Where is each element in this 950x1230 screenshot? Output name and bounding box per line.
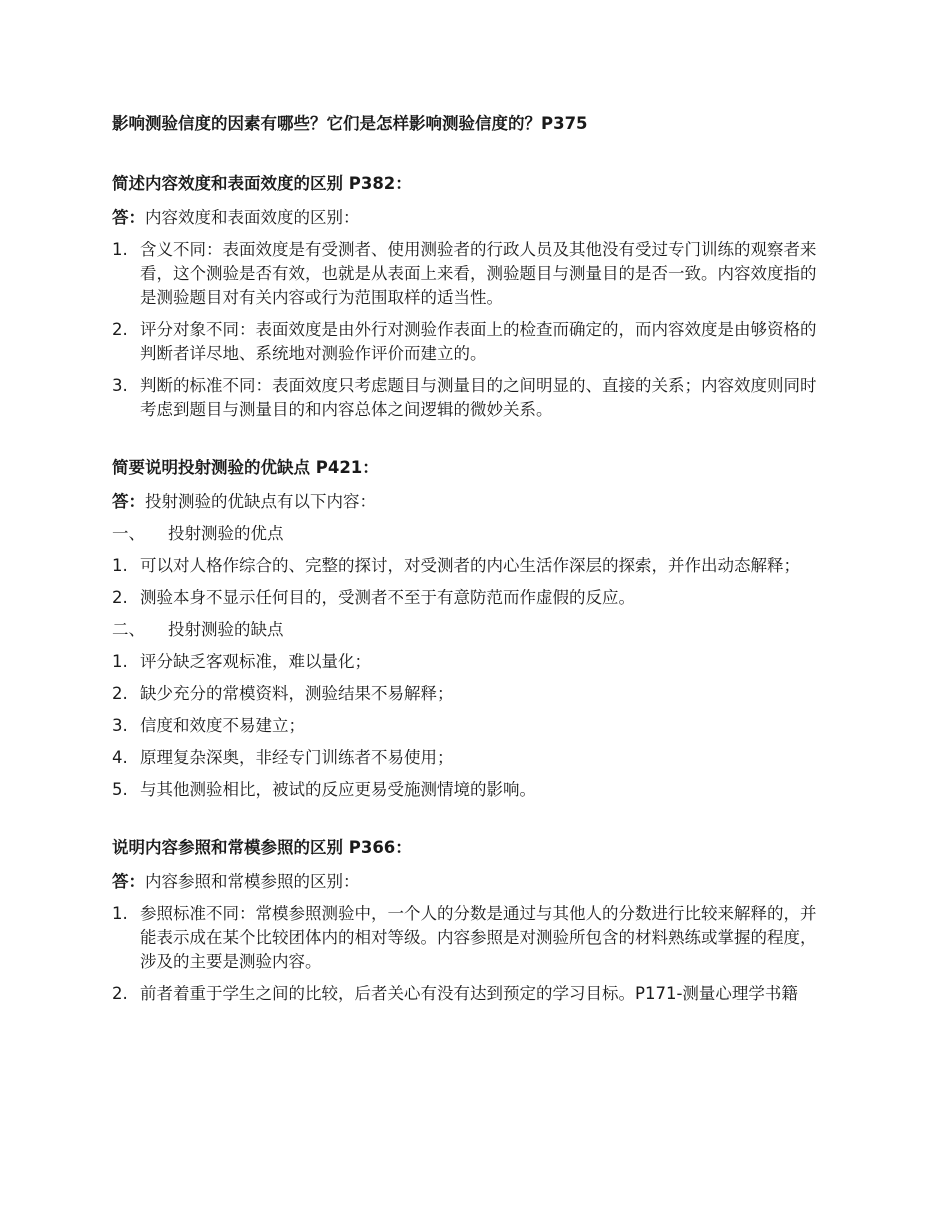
- answer-label: 答：: [112, 872, 145, 891]
- list-text: 参照标准不同：常模参照测验中，一个人的分数是通过与其他人的分数进行比较来解释的，并能表示成在某个比较团体内的相对等级。内容参照是对测验所包含的材料熟练或掌握的程度，涉及的主要是测验内容。: [140, 904, 817, 971]
- list-text: 前者着重于学生之间的比较，后者关心有没有达到预定的学习目标。P171-测量心理学书籍: [140, 984, 798, 1003]
- group-heading-disadvantages: [112, 618, 832, 642]
- group-number: 一、: [112, 524, 145, 543]
- section-heading: 简要说明投射测验的优缺点 P421：: [112, 458, 379, 477]
- list-number: 1.: [112, 904, 128, 923]
- list-item: [112, 650, 832, 674]
- list-text: 含义不同：表面效度是有受测者、使用测验者的行政人员及其他没有受过专门训练的观察者来看，这个测验是否有效，也就是从表面上来看，测验题目与测量目的是否一致。内容效度指的是测验题目对有关内容或行为范围取样的适当性。: [140, 240, 817, 307]
- list-number: 1.: [112, 556, 128, 575]
- list-text: 可以对人格作综合的、完整的探讨，对受测者的内心生活作深层的探索，并作出动态解释；: [140, 556, 800, 575]
- list-number: 2.: [112, 984, 128, 1003]
- disadvantages-list: [112, 650, 832, 802]
- answer-intro: [112, 870, 832, 894]
- list-number: 2.: [112, 588, 128, 607]
- list-number: 1.: [112, 652, 128, 671]
- list-item: [112, 982, 832, 1006]
- list-text: 信度和效度不易建立；: [140, 716, 305, 735]
- answer-list: [112, 238, 832, 422]
- question-title: 影响测验信度的因素有哪些？它们是怎样影响测验信度的？P375: [112, 114, 588, 133]
- group-label: 投射测验的缺点: [168, 620, 284, 639]
- answer-text: 内容效度和表面效度的区别：: [145, 208, 360, 227]
- list-item: [112, 238, 832, 310]
- list-item: [112, 778, 832, 802]
- list-number: 4.: [112, 748, 128, 767]
- answer-label: 答：: [112, 492, 145, 511]
- section-content-validity: [112, 172, 832, 422]
- list-text: 与其他测验相比，被试的反应更易受施测情境的影响。: [140, 780, 536, 799]
- answer-intro: [112, 206, 832, 230]
- list-text: 判断的标准不同：表面效度只考虑题目与测量目的之间明显的、直接的关系；内容效度则同时考虑到题目与测量目的和内容总体之间逻辑的微妙关系。: [140, 376, 817, 419]
- list-number: 1.: [112, 240, 128, 259]
- list-item: [112, 318, 832, 366]
- section-heading: 简述内容效度和表面效度的区别 P382：: [112, 174, 412, 193]
- answer-text: 投射测验的优缺点有以下内容：: [145, 492, 376, 511]
- list-text: 缺少充分的常模资料，测验结果不易解释；: [140, 684, 454, 703]
- list-item: [112, 554, 832, 578]
- section-heading: 说明内容参照和常模参照的区别 P366：: [112, 838, 412, 857]
- list-item: [112, 746, 832, 770]
- list-item: [112, 374, 832, 422]
- list-number: 5.: [112, 780, 128, 799]
- group-label: 投射测验的优点: [168, 524, 284, 543]
- list-text: 评分缺乏客观标准，难以量化；: [140, 652, 371, 671]
- list-item: [112, 714, 832, 738]
- list-number: 2.: [112, 320, 128, 339]
- answer-text: 内容参照和常模参照的区别：: [145, 872, 360, 891]
- answer-list: [112, 902, 832, 1006]
- group-heading-advantages: [112, 522, 832, 546]
- list-text: 测验本身不显示任何目的，受测者不至于有意防范而作虚假的反应。: [140, 588, 635, 607]
- list-number: 3.: [112, 376, 128, 395]
- list-text: 原理复杂深奥，非经专门训练者不易使用；: [140, 748, 454, 767]
- answer-label: 答：: [112, 208, 145, 227]
- list-number: 3.: [112, 716, 128, 735]
- group-number: 二、: [112, 620, 145, 639]
- section-reference: [112, 836, 832, 1006]
- list-item: [112, 586, 832, 610]
- list-item: [112, 682, 832, 706]
- document-content: [112, 112, 832, 1040]
- list-number: 2.: [112, 684, 128, 703]
- answer-intro: [112, 490, 832, 514]
- list-text: 评分对象不同：表面效度是由外行对测验作表面上的检查而确定的，而内容效度是由够资格的判断者详尽地、系统地对测验作评价而建立的。: [140, 320, 817, 363]
- section-projective-test: [112, 456, 832, 802]
- advantages-list: [112, 554, 832, 610]
- list-item: [112, 902, 832, 974]
